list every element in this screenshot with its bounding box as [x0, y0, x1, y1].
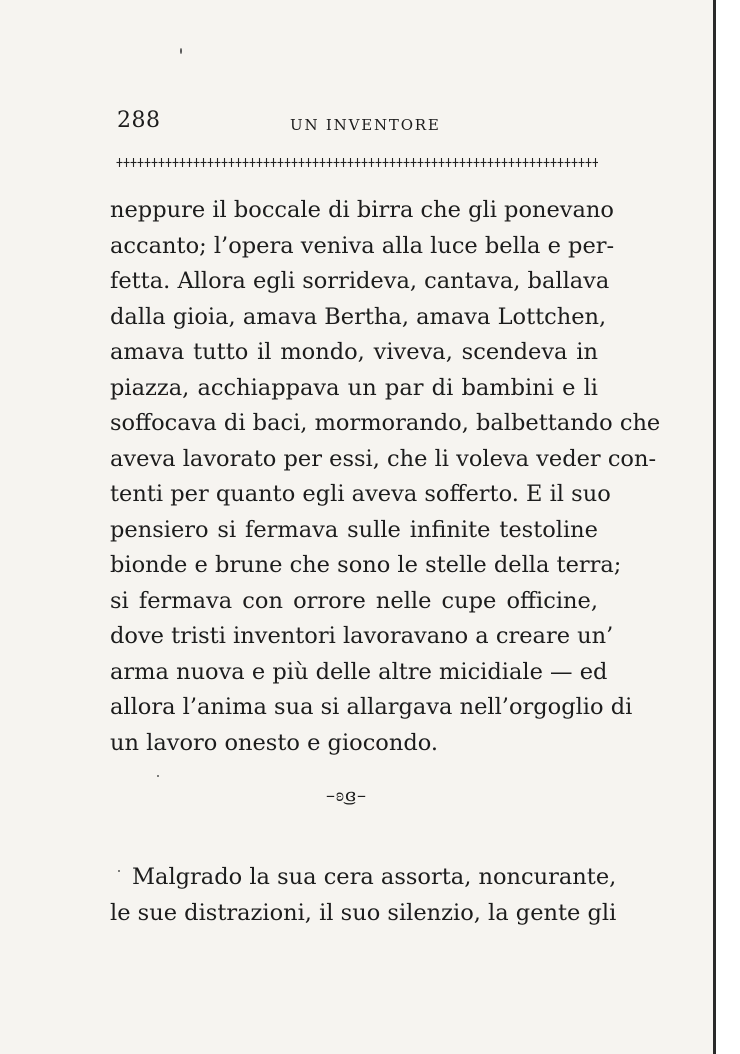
page-margin: [716, 0, 740, 1054]
text-line: dalla gioia, amava Bertha, amava Lottchen,: [110, 303, 607, 330]
text-line: allora l’anima sua si allargava nell’orgoglio di: [110, 694, 633, 720]
text-line: si fermava con orrore nelle cupe officine,: [110, 587, 598, 614]
section-divider: –ʚ͜ɞ–: [326, 785, 368, 806]
paragraph-2: [110, 860, 617, 931]
text-line: le sue distrazioni, il suo silenzio, la gente gli: [110, 899, 617, 926]
text-line: bionde e brune che sono le stelle della terra;: [110, 552, 622, 578]
text-line: amava tutto il mondo, viveva, scendeva in: [110, 339, 598, 365]
text-line: aveva lavorato per essi, che li voleva veder con-: [110, 445, 657, 472]
running-title: UN INVENTORE: [290, 116, 441, 134]
text-line: neppure il boccale di birra che gli ponevano: [110, 197, 614, 223]
text-line: un lavoro onesto e giocondo.: [110, 729, 439, 756]
text-line: tenti per quanto egli aveva sofferto. E il suo: [110, 481, 611, 507]
text-line: accanto; l’opera veniva alla luce bella e per-: [110, 232, 615, 259]
page-number: 288: [117, 108, 161, 133]
text-line: Malgrado la sua cera assorta, noncurante,: [132, 864, 617, 890]
paragraph-1: [110, 193, 661, 761]
paper-speck: [180, 48, 182, 54]
text-line: dove tristi inventori lavoravano a creare un’: [110, 623, 614, 649]
text-line: soffocava di baci, mormorando, balbettando che: [110, 410, 661, 436]
text-line: fetta. Allora egli sorrideva, cantava, ballava: [110, 268, 610, 294]
ornament-rule: [116, 150, 598, 174]
paper-speck: [157, 775, 159, 777]
text-line: pensiero si fermava sulle infinite testoline: [110, 516, 598, 543]
text-line: arma nuova e più delle altre micidiale — ed: [110, 658, 608, 685]
text-line: piazza, acchiappava un par di bambini e li: [110, 374, 598, 401]
paper-speck: [118, 870, 120, 872]
